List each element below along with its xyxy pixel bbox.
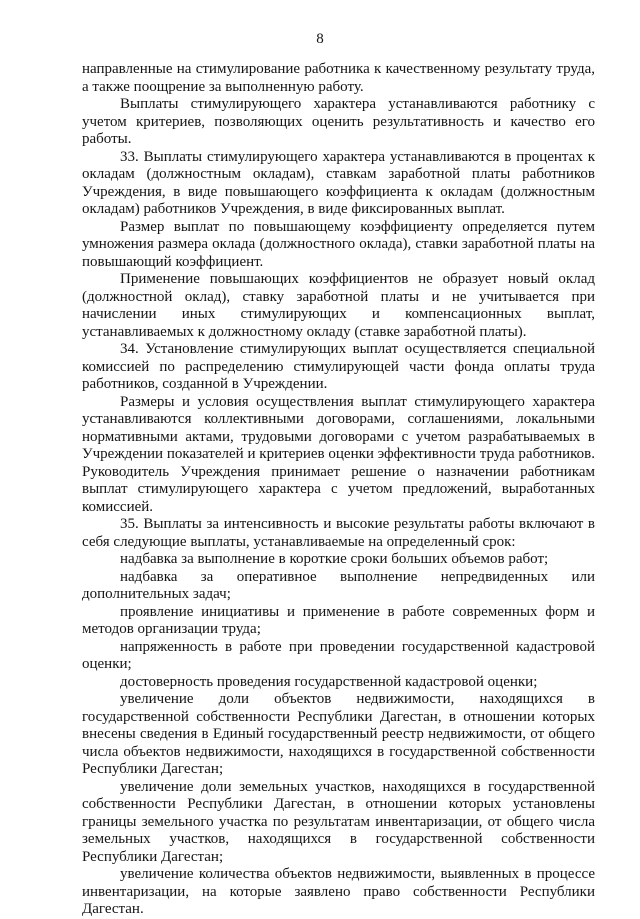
paragraph-item-35: 35. Выплаты за интенсивность и высокие результаты работы включают в себя следующие выплаты, устанавливаемые на определенный срок: [82, 516, 595, 550]
list-item: надбавка за оперативное выполнение непредвиденных или дополнительных задач; [82, 568, 595, 602]
list-item: проявление инициативы и применение в работе современных форм и методов организации труда; [82, 603, 595, 637]
list-item: напряженность в работе при проведении государственной кадастровой оценки; [82, 638, 595, 672]
list-item: увеличение количества объектов недвижимости, выявленных в процессе инвентаризации, на которые заявлено право собственности Республики Дагестан. [82, 866, 595, 917]
paragraph: Размер выплат по повышающему коэффициенту определяется путем умножения размера оклада (должностного оклада), ставки заработной платы на повышающий коэффициент. [82, 218, 595, 270]
body-text [82, 61, 595, 919]
page-number: 8 [316, 31, 324, 47]
paragraph-item-33: 33. Выплаты стимулирующего характера устанавливаются в процентах к окладам (должностным окладам), ставкам заработной платы работников Учреждения, в виде повышающего коэффициента к окладам (должностным окладам) работников Учреждения, в виде фиксированных выплат. [82, 148, 595, 217]
paragraph: Применение повышающих коэффициентов не образует новый оклад (должностной оклад), ставку заработной платы и не учитывается при начислении иных стимулирующих и компенсационных выплат, устанавливаемых к должностному окладу (ставке заработной платы). [82, 271, 595, 340]
list-item: увеличение доли объектов недвижимости, находящихся в государственной собственности Республики Дагестан, в отношении которых внесены сведения в Единый государственный реестр недвижимости, от общего числа объектов недвижимости, находящихся в государственной собственности Республики Дагестан; [82, 691, 595, 777]
paragraph: Размеры и условия осуществления выплат стимулирующего характера устанавливаются коллективными договорами, соглашениями, локальными нормативными актами, трудовыми договорами с учетом разрабатываемых в Учреждении показателей и критериев оценки эффективности труда работников. Руководитель Учреждения принимает решение о назначении работникам выплат стимулирующего характера с учетом предложений, выработанных комиссией. [82, 393, 595, 515]
list-item: надбавка за выполнение в короткие сроки больших объемов работ; [120, 551, 549, 567]
paragraph-item-34: 34. Установление стимулирующих выплат осуществляется специальной комиссией по распределению стимулирующей части фонда оплаты труда работников, созданной в Учреждении. [82, 341, 595, 392]
list-item: достоверность проведения государственной кадастровой оценки; [120, 673, 538, 690]
paragraph-continuation: направленные на стимулирование работника к качественному результату труда, а также поощрение за выполненную работу. [82, 61, 595, 95]
list-item: увеличение доли земельных участков, находящихся в государственной собственности Республики Дагестан, в отношении которых установлены границы земельного участка по результатам инвентаризации, от общего числа земельных участков, находящихся в государственной собственности Республики Дагестан; [82, 778, 595, 865]
paragraph: Выплаты стимулирующего характера устанавливаются работнику с учетом критериев, позволяющих оценить результативность и качество его работы. [82, 96, 595, 147]
